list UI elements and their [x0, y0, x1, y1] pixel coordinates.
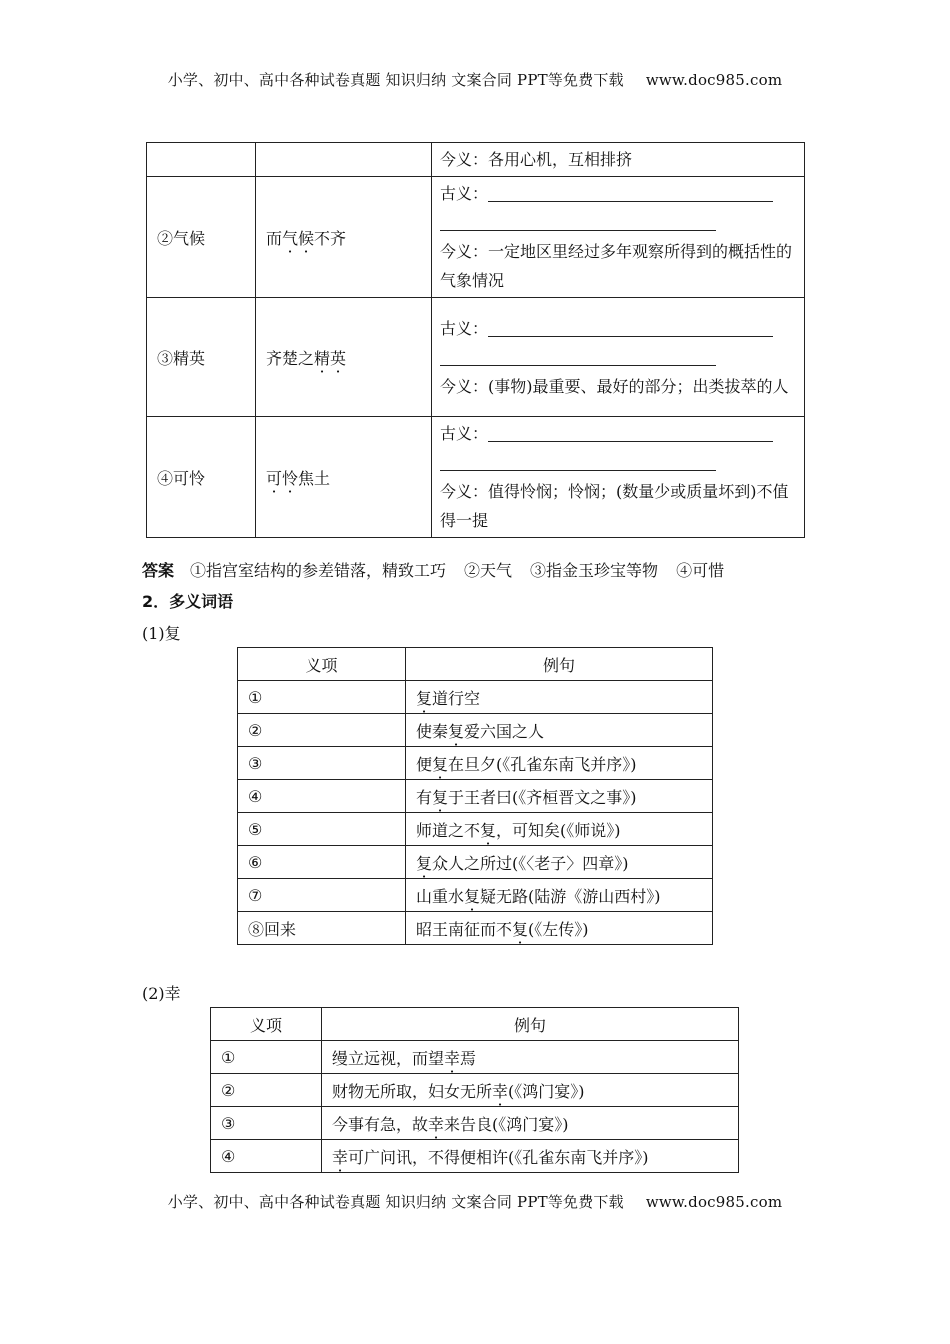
section-title: 2．多义词语 [142, 592, 234, 611]
example-cell: 使秦复爱六国之人 [406, 714, 713, 747]
table-row [238, 846, 713, 879]
example-cell: 复道行空 [406, 681, 713, 714]
sense-cell: ① [211, 1041, 322, 1074]
answer-blank[interactable] [488, 322, 773, 337]
answer-blank[interactable] [488, 187, 773, 202]
sense-cell: ④ [211, 1140, 322, 1173]
subsection-title-fu: (1)复 [142, 624, 181, 643]
word-cell: ③精英 [147, 298, 256, 417]
table-row [147, 417, 805, 538]
word-cell: ②气候 [147, 177, 256, 298]
table-row [238, 681, 713, 714]
sense-cell: ② [238, 714, 406, 747]
example-cell: 财物无所取，妇女无所幸(《鸿门宴》) [322, 1074, 739, 1107]
sense-cell: ⑦ [238, 879, 406, 912]
table-row [147, 177, 805, 298]
example-cell: 复众人之所过(《〈老子〉四章》) [406, 846, 713, 879]
example-cell: 齐楚之精英 [256, 298, 432, 417]
table-row [238, 714, 713, 747]
word-cell: ④可怜 [147, 417, 256, 538]
polysemy-table-fu [237, 647, 713, 945]
sense-cell: ⑤ [238, 813, 406, 846]
answer-blank[interactable] [488, 427, 773, 442]
answer-blank[interactable] [440, 351, 716, 366]
table-row [211, 1107, 739, 1140]
page-footer [0, 1191, 950, 1212]
answer-item: ①指宫室结构的参差错落，精致工巧 [190, 561, 447, 580]
example-cell: 师道之不复，可知矣(《师说》) [406, 813, 713, 846]
example-cell: 昭王南征而不复(《左传》) [406, 912, 713, 945]
footer-text: 小学、初中、高中各种试卷真题 知识归纳 文案合同 PPT等免费下载 [167, 1193, 624, 1211]
page-header [0, 69, 950, 90]
header-text: 小学、初中、高中各种试卷真题 知识归纳 文案合同 PPT等免费下载 [167, 71, 624, 89]
meaning-cell [432, 298, 805, 417]
answer-label: 答案 [142, 561, 175, 580]
table-row [238, 747, 713, 780]
sense-cell: ⑥ [238, 846, 406, 879]
example-cell: 幸可广问讯，不得便相许(《孔雀东南飞并序》) [322, 1140, 739, 1173]
gu-yi-label: 古义： [440, 424, 489, 443]
table-row [238, 780, 713, 813]
cell-empty [147, 143, 256, 177]
sense-cell: ③ [211, 1107, 322, 1140]
example-cell: 便复在旦夕(《孔雀东南飞并序》) [406, 747, 713, 780]
answer-blank[interactable] [440, 456, 716, 471]
sense-cell: ④ [238, 780, 406, 813]
header-yixiang: 义项 [211, 1008, 322, 1041]
table-row [238, 879, 713, 912]
table-row [211, 1074, 739, 1107]
footer-url[interactable]: www.doc985.com [645, 1193, 783, 1211]
table-row [147, 298, 805, 417]
answer-blank[interactable] [440, 216, 716, 231]
table-row [238, 912, 713, 945]
cell-empty [256, 143, 432, 177]
example-cell: 有复于王者曰(《齐桓晋文之事》) [406, 780, 713, 813]
sense-cell: ① [238, 681, 406, 714]
jin-yi-continued: 今义：各用心机，互相排挤 [432, 143, 805, 177]
polysemy-table-xing [210, 1007, 739, 1173]
example-cell: 缦立远视，而望幸焉 [322, 1041, 739, 1074]
answer-line [142, 558, 742, 581]
ancient-modern-table [146, 142, 805, 538]
table-row [238, 813, 713, 846]
header-liju: 例句 [406, 648, 713, 681]
table-row [211, 1140, 739, 1173]
example-cell: 而气候不齐 [256, 177, 432, 298]
sense-cell: ② [211, 1074, 322, 1107]
header-yixiang: 义项 [238, 648, 406, 681]
answer-item: ②天气 [464, 561, 513, 580]
example-cell: 山重水复疑无路(陆游《游山西村》) [406, 879, 713, 912]
gu-yi-label: 古义： [440, 318, 489, 338]
subsection-title-xing: (2)幸 [142, 984, 181, 1003]
header-url[interactable]: www.doc985.com [645, 71, 783, 89]
example-cell: 今事有急，故幸来告良(《鸿门宴》) [322, 1107, 739, 1140]
meaning-cell [432, 417, 805, 538]
table-row [211, 1041, 739, 1074]
header-liju: 例句 [322, 1008, 739, 1041]
jin-yi: 今义：值得怜悯；怜悯；(数量少或质量坏到)不值得一提 [440, 482, 789, 530]
example-cell: 可怜焦土 [256, 417, 432, 538]
meaning-cell [432, 177, 805, 298]
jin-yi: 今义：一定地区里经过多年观察所得到的概括性的气象情况 [440, 242, 793, 290]
answer-item: ④可惜 [676, 561, 725, 580]
answer-item: ③指金玉珍宝等物 [530, 561, 659, 580]
sense-cell: ③ [238, 747, 406, 780]
sense-cell: ⑧回来 [238, 912, 406, 945]
jin-yi: 今义：(事物)最重要、最好的部分；出类拔萃的人 [440, 376, 789, 396]
gu-yi-label: 古义： [440, 184, 489, 203]
